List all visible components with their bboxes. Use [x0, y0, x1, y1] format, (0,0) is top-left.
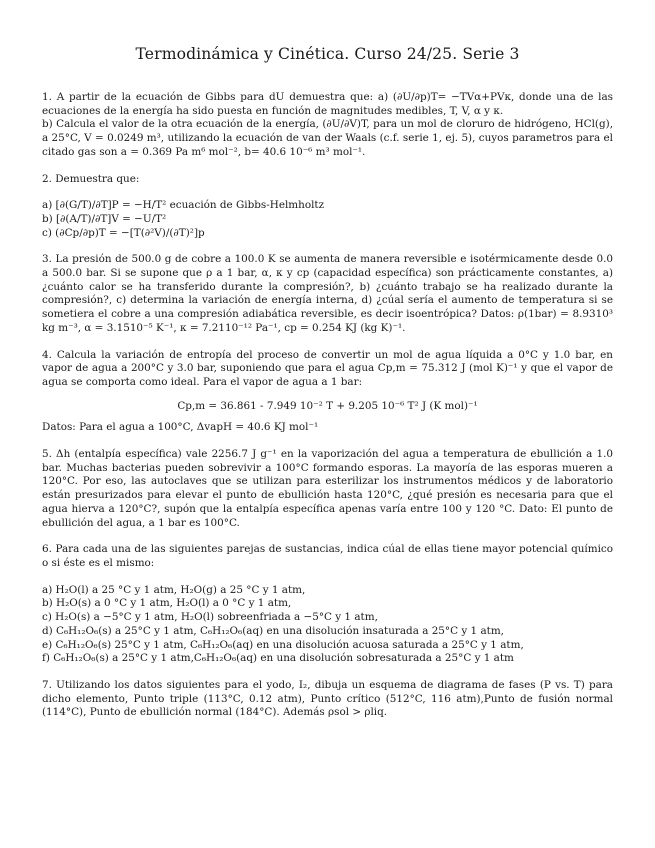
document-title: Termodinámica y Cinética. Curso 24/25. Serie 3 [135, 45, 520, 63]
problem-6-intro: 6. Para cada una de las siguientes parejas de sustancias, indica cúal de ellas tiene mayor potencial químico o si éste es el mismo: [42, 543, 613, 569]
problem-2-item-a: a) [∂(G/T)/∂T]P = −H/T² ecuación de Gibbs-Helmholtz [42, 199, 325, 212]
problem-6-item-d: d) C₆H₁₂O₆(s) a 25°C y 1 atm, C₆H₁₂O₆(aq) en una disolución insaturada a 25°C y 1 atm, [42, 624, 504, 637]
problem-6-item-f: f) C₆H₁₂O₆(s) a 25°C y 1 atm,C₆H₁₂O₆(aq) en una disolución sobresaturada a 25°C y 1 atm [42, 652, 514, 665]
problem-2-item-c: c) (∂Cp/∂p)T = −[T(∂²V)/(∂T)²]p [42, 226, 205, 239]
problem-1-part-b: b) Calcula el valor de la otra ecuación de la energía, (∂U/∂V)T, para un mol de cloruro de hidrógeno, HCl(g), a 25°C, V = 0.0249 m³, utilizando la ecuación de van der Waals (c.f. serie 1, ej. 5), cuyos parametros para el citado gas son a = 0.369 Pa m⁶ mol⁻², b= 40.6 10⁻⁶ m³ mol⁻¹. [42, 118, 613, 158]
problem-6-item-e: e) C₆H₁₂O₆(s) 25°C y 1 atm, C₆H₁₂O₆(aq) en una disolución acuosa saturada a 25°C y 1 atm, [42, 638, 524, 651]
problem-6 [42, 543, 613, 666]
problem-4-equation: Cp,m = 36.861 - 7.949 10⁻² T + 9.205 10⁻⁶ T² J (K mol)⁻¹ [177, 399, 478, 412]
problem-6-item-c: c) H₂O(s) a −5°C y 1 atm, H₂O(l) sobreenfriada a −5°C y 1 atm, [42, 611, 378, 624]
problem-2-intro: 2. Demuestra que: [42, 172, 140, 185]
problem-4-data: Datos: Para el agua a 100°C, ΔvapH = 40.6 KJ mol⁻¹ [42, 421, 319, 434]
problem-6-item-b: b) H₂O(s) a 0 °C y 1 atm, H₂O(l) a 0 °C y 1 atm, [42, 597, 292, 610]
problem-2-item-b: b) [∂(A/T)/∂T]V = −U/T² [42, 212, 167, 225]
problem-5 [42, 448, 613, 530]
problem-1-part-a: 1. A partir de la ecuación de Gibbs para dU demuestra que: a) (∂U/∂p)T= −TVα+PVκ, donde una de las ecuaciones de la energía ha sido puesta en función de magnitudes medibles, T, V, α y κ. [42, 91, 613, 117]
problem-3 [42, 253, 613, 335]
problem-2 [42, 173, 613, 241]
problem-7-text: 7. Utilizando los datos siguientes para el yodo, I₂, dibuja un esquema de diagrama de fases (P vs. T) para dicho elemento, Punto triple (113°C, 0.12 atm), Punto crítico (512°C, 116 atm),Punto de fusión normal (114°C), Punto de ebullición normal (184°C). Además ρsol > ρliq. [42, 678, 613, 719]
problem-1 [42, 91, 613, 160]
problem-5-text: 5. Δh (entalpía específica) vale 2256.7 J g⁻¹ en la vaporización del agua a temperatura de ebullición a 1.0 bar. Muchas bacterias pueden sobrevivir a 100°C formando esporas. La mayoría de las esporas mueren a 120°C. Por eso, las autoclaves que se utilizan para esterilizar los instrumentos médicos y de laboratorio están presurizados para elevar el punto de ebullición hasta 120°C, ¿qué presión es necesaria para que el agua hierva a 120°C?, supón que la entalpía específica apenas varía entre 100 y 120 °C. Dato: El punto de ebullición del agua, a 1 bar es 100°C. [42, 448, 613, 529]
problem-4-text: 4. Calcula la variación de entropía del proceso de convertir un mol de agua líquida a 0°C y 1.0 bar, en vapor de agua a 200°C y 3.0 bar, suponiendo que para el agua Cp,m = 75.312 J (mol K)⁻¹ y que el vapor de agua se comporta como ideal. Para el vapor de agua a 1 bar: [42, 348, 613, 388]
problem-3-text: 3. La presión de 500.0 g de cobre a 100.0 K se aumenta de manera reversible e isotérmicamente desde 0.0 a 500.0 bar. Si se supone que ρ a 1 bar, α, κ y cp (capacidad específica) son prácticamente constantes, a) ¿cuánto calor se ha transferido durante la compresión?, b) ¿cuánto trabajo se ha realizado durante la compresión?, c) determina la variación de energía interna, d) ¿cúal sería el aumento de temperatura si se sometiera el cobre a una compresión adiabática reversible, es decir isoentrópica? Datos: ρ(1bar) = 8.9310³ kg m⁻³, α = 3.1510⁻⁵ K⁻¹, κ = 7.2110⁻¹² Pa⁻¹, cp = 0.254 KJ (kg K)⁻¹. [42, 253, 613, 334]
problem-4 [42, 349, 613, 436]
problem-6-item-a: a) H₂O(l) a 25 °C y 1 atm, H₂O(g) a 25 °C y 1 atm, [42, 583, 306, 596]
problem-7 [42, 679, 613, 720]
